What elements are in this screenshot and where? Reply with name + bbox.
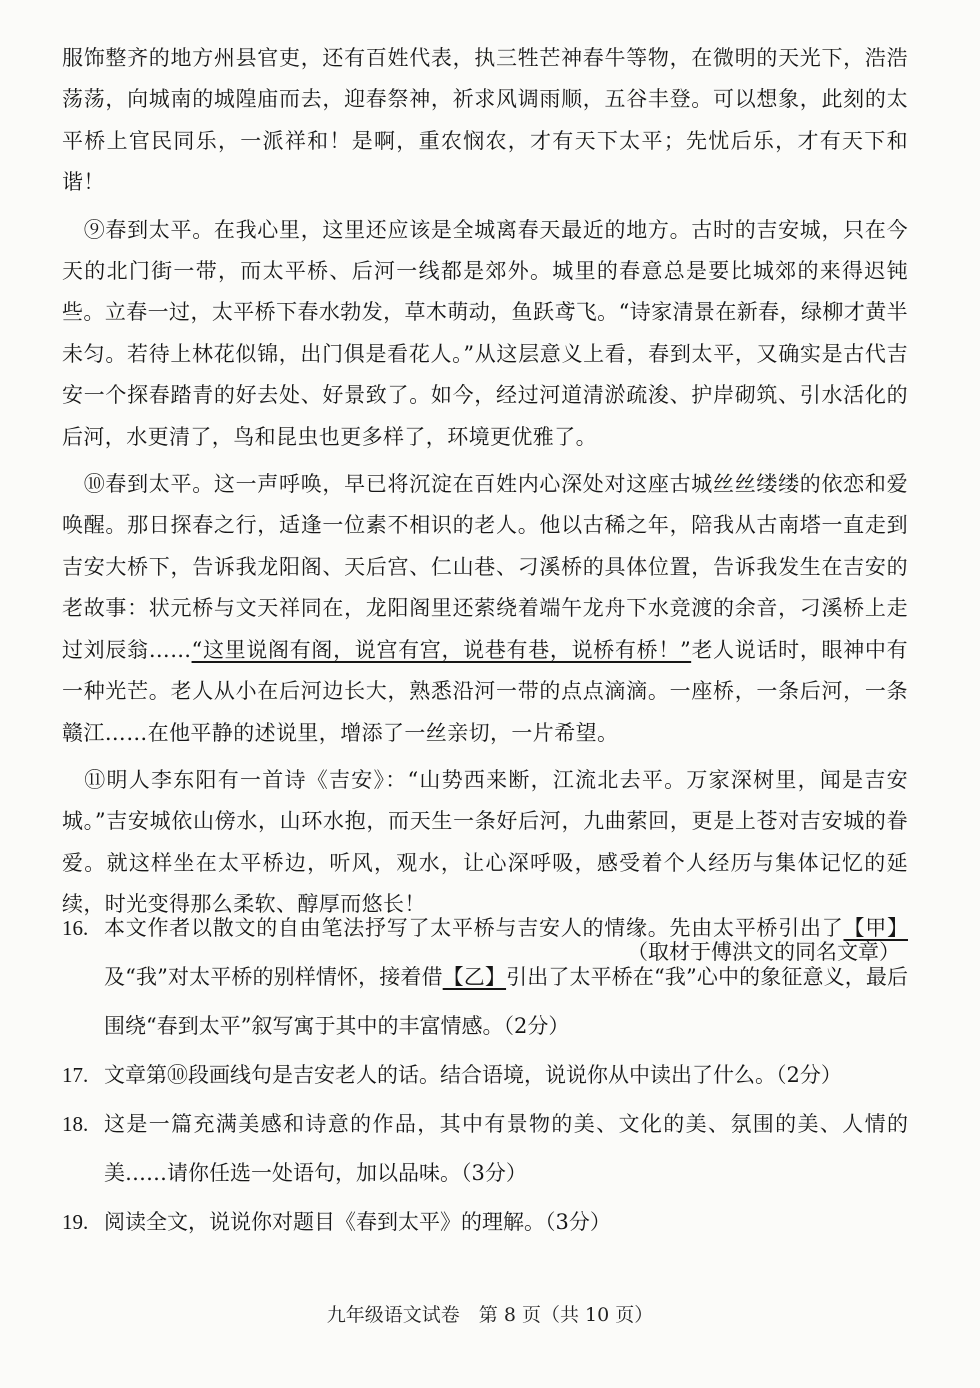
question-number: 19. <box>62 1210 89 1234</box>
paragraph-text: ⑪明人李东阳有一首诗《吉安》：“山势西来断，江流北去平。万家深树里，闻是吉安城。”吉安城依山傍水，山环水抱，而天生一条好后河，九曲萦回，更是上苍对吉安城的眷爱。就这样坐在太平桥边，听风，观水，让心深呼吸，感受着个人经历与集体记忆的延续，时光变得那么柔软、醇厚而悠长！ <box>62 767 908 917</box>
question-17 <box>62 1051 908 1100</box>
question-number: 16. <box>62 916 89 940</box>
paragraph-8-continued <box>62 38 908 204</box>
source-citation: （取材于傅洪文的同名文章） <box>627 939 900 964</box>
question-number: 17. <box>62 1063 89 1087</box>
paragraph-10 <box>62 464 908 754</box>
question-text: 阅读全文，说说你对题目《春到太平》的理解。（3分） <box>104 1210 611 1234</box>
question-text: 文章第⑩段画线句是吉安老人的话。结合语境，说说你从中读出了什么。（2分） <box>104 1063 842 1087</box>
question-text: 这是一篇充满美感和诗意的作品，其中有景物的美、文化的美、氛围的美、人情的美……请你任选一处语句，加以品味。（3分） <box>104 1112 908 1185</box>
question-text-part: 本文作者以散文的自由笔法抒写了太平桥与吉安人的情缘。先由太平桥引出了 <box>104 916 844 940</box>
question-text-part: 及“我”对太平桥的别样情怀，接着借 <box>104 965 443 989</box>
paragraph-text: ⑨春到太平。在我心里，这里还应该是全城离春天最近的地方。古时的吉安城，只在今天的北门街一带，而太平桥、后河一线都是郊外。城里的春意总是要比城郊的来得迟钝些。立春一过，太平桥下春水勃发，草木萌动，鱼跃鸢飞。“诗家清景在新春，绿柳才黄半未匀。若待上林花似锦，出门俱是看花人。”从这层意义上看，春到太平，又确实是古代吉安一个探春踏青的好去处、好景致了。如今，经过河道清淤疏浚、护岸砌筑、引水活化的后河，水更清了，鸟和昆虫也更多样了，环境更优雅了。 <box>62 217 908 449</box>
question-18 <box>62 1100 908 1198</box>
paragraph-9 <box>62 210 908 458</box>
question-text <box>104 904 908 1051</box>
question-19 <box>62 1198 908 1247</box>
paragraph-text: 老人说话时，眼神中有一种光芒。老人从小在后河边长大，熟悉沿河一带的点点滴滴。一座桥，一条后河，一条赣江……在他平静的述说里，增添了一丝亲切，一片希望。 <box>62 637 908 745</box>
article-body <box>62 38 908 973</box>
paragraph-text: ⑩春到太平。这一声呼唤，早已将沉淀在百姓内心深处对这座古城丝丝缕缕的依恋和爱唤醒。那日探春之行，适逢一位素不相识的老人。他以古稀之年，陪我从古南塔一直走到吉安大桥下，告诉我龙阳阁、天后宫、仁山巷、刁溪桥的具体位置，告诉我发生在吉安的老故事：状元桥与文天祥同在，龙阳阁里还萦绕着端午龙舟下水竞渡的余音，刁溪桥上走过刘辰翁…… <box>62 472 908 662</box>
page-footer: 九年级语文试卷 第 8 页（共 10 页） <box>326 1304 654 1326</box>
underlined-sentence: “这里说阁有阁，说宫有宫，说巷有巷，说桥有桥！” <box>191 637 692 662</box>
paragraph-text: 服饰整齐的地方州县官吏，还有百姓代表，执三牲芒神春牛等物，在微明的天光下，浩浩荡荡，向城南的城隍庙而去，迎春祭神，祈求风调雨顺，五谷丰登。可以想象，此刻的太平桥上官民同乐，一派祥和！是啊，重农悯农，才有天下太平；先忧后乐，才有天下和谐！ <box>62 46 908 195</box>
question-text-part: 引出了太平桥在“我”心中的象征意义，最后围绕“春到太平”叙写寓于其中的丰富情感。（2分） <box>104 965 908 1038</box>
paragraph-11 <box>62 760 908 926</box>
blank-yi: 【乙】 <box>442 965 507 989</box>
question-16 <box>62 904 908 1051</box>
question-number: 18. <box>62 1112 89 1136</box>
question-list <box>62 904 908 1247</box>
blank-jia: 【甲】 <box>843 916 908 940</box>
